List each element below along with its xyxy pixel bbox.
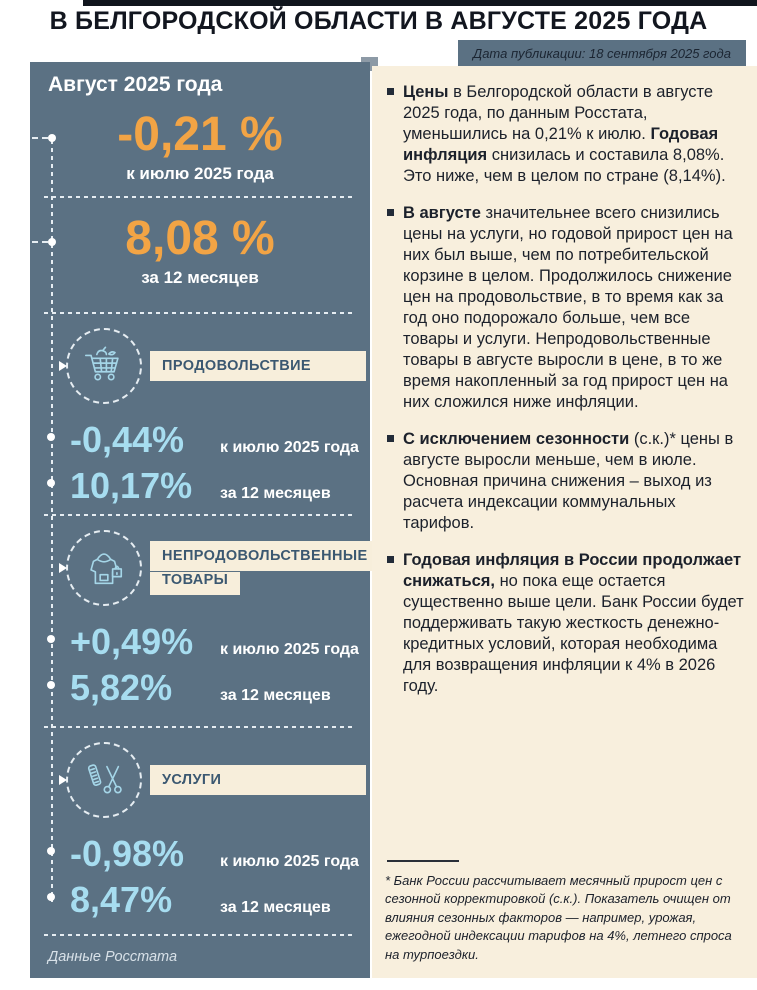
food-icon-circle (66, 328, 142, 404)
publication-date-badge: Дата публикации: 18 сентября 2025 года (458, 40, 746, 67)
scissors-comb-icon (81, 757, 127, 803)
nonfood-month-value: +0,49% (70, 621, 194, 662)
data-source-note: Данные Росстата (48, 949, 178, 965)
footnote-divider (387, 860, 459, 862)
dashed-divider (44, 196, 356, 198)
dashed-divider (44, 514, 356, 516)
commentary-panel (372, 66, 757, 978)
panel-title: Август 2025 года (48, 73, 223, 96)
cropped-top-text-strip (83, 0, 757, 6)
bullet-text: В августе значительнее всего снизились цены на услуги, но годовой прирост цен на них был выше, чем по потребительской корзине в целом. Продолжилось снижение цен на продовольствие, в то время как за год оно подорожало больше, чем все товары и услуги. Непродовольственные товары в августе выросли в цене, в то же время накопленный за год прирост цен на них сложился ниже инфляции. (403, 204, 733, 411)
services-year-label: за 12 месяцев (220, 899, 331, 916)
section-nonfood-label-box (150, 541, 380, 595)
nonfood-icon-circle (66, 530, 142, 606)
headline-month-label: к июлю 2025 года (126, 164, 274, 183)
nonfood-year-value: 5,82% (70, 667, 173, 708)
services-year-value: 8,47% (70, 879, 173, 920)
clothes-bag-icon (81, 545, 127, 591)
dashed-divider (44, 726, 356, 728)
section-services-header (30, 742, 370, 818)
bullet-text: Цены в Белгородской области в августе 2025 года, по данным Росстата, уменьшились на 0,21% к июлю. Годовая инфляция снизилась и составила 8,08%. Это ниже, чем в целом по стране (8,14%). (403, 83, 726, 185)
headline-year-value: 8,08 % (30, 214, 370, 264)
nonfood-month-row (70, 622, 370, 662)
bullet-square-icon (387, 556, 394, 563)
food-month-row (70, 420, 370, 460)
nonfood-month-label: к июлю 2025 года (220, 641, 359, 658)
section-food-header (30, 328, 370, 404)
bullet-item (385, 82, 744, 187)
bullet-square-icon (387, 88, 394, 95)
food-month-value: -0,44% (70, 419, 185, 460)
nonfood-year-label: за 12 месяцев (220, 687, 331, 704)
section-label: ПРОДОВОЛЬСТВИЕ (150, 351, 366, 381)
bullet-text: Годовая инфляция в России продолжает снижаться, но пока еще остается существенно выше цели. Банк России будет поддерживать такую жесткость денежно-кредитных условий, которая необходима для возвращения инфляции к 4% в 2026 году. (403, 551, 744, 695)
dashed-divider (44, 312, 356, 314)
services-year-row (70, 880, 370, 920)
bullet-square-icon (387, 209, 394, 216)
food-month-label: к июлю 2025 года (220, 439, 359, 456)
services-month-label: к июлю 2025 года (220, 853, 359, 870)
section-services-label-box (150, 765, 366, 795)
shopping-cart-icon (81, 343, 127, 389)
headline-year-label: за 12 месяцев (141, 268, 259, 287)
section-food-label-box (150, 351, 366, 381)
nonfood-year-row (70, 668, 370, 708)
food-year-value: 10,17% (70, 465, 193, 506)
dashed-divider (44, 934, 356, 936)
headline-month-value: -0,21 % (30, 110, 370, 160)
food-year-row (70, 466, 370, 506)
footnote-text: * Банк России рассчитывает месячный прирост цен с сезонной корректировкой (с.к.). Показатель очищен от влияния сезонных факторов — например, урожая, ежегодной индексации тарифов на 4%, летнего спроса на турпоездки. (385, 872, 732, 962)
section-label-line2: ТОВАРЫ (150, 572, 240, 595)
bullet-item (385, 203, 744, 413)
bullet-item (385, 550, 744, 697)
bullet-text: С исключением сезонности (с.к.)* цены в августе выросли меньше, чем в июле. Основная причина снижения – выход из расчета индексации коммунальных тарифов. (403, 430, 734, 532)
section-label: УСЛУГИ (150, 765, 366, 795)
food-year-label: за 12 месяцев (220, 485, 331, 502)
stats-panel (30, 62, 370, 978)
section-label: НЕПРОДОВОЛЬСТВЕННЫЕ (150, 541, 380, 571)
services-month-value: -0,98% (70, 833, 185, 874)
services-month-row (70, 834, 370, 874)
section-nonfood-header (30, 530, 370, 606)
bullet-square-icon (387, 435, 394, 442)
footnote-block (385, 860, 744, 965)
bullet-item (385, 429, 744, 534)
services-icon-circle (66, 742, 142, 818)
page-title: В БЕЛГОРОДСКОЙ ОБЛАСТИ В АВГУСТЕ 2025 ГОДА (49, 7, 708, 35)
